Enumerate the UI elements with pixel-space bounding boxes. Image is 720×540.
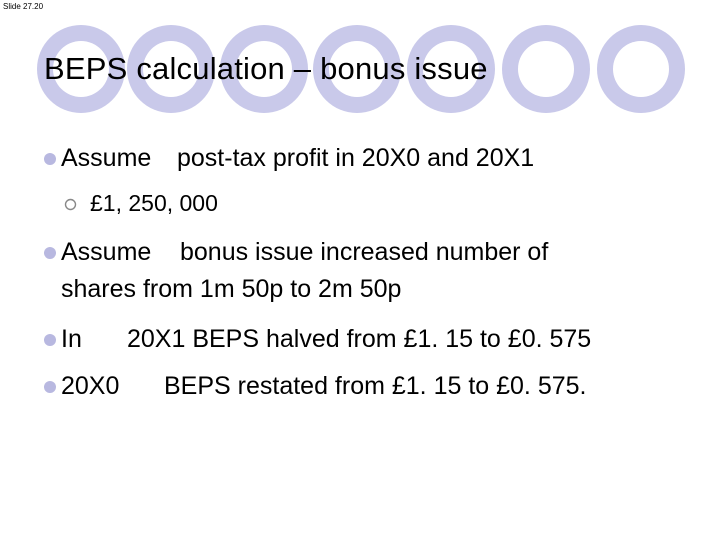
bullet-text: BEPS restated from £1. 15 to £0. 575. <box>164 372 587 400</box>
filled-circle-bullet-icon <box>43 333 57 347</box>
bullet-text: bonus issue increased number of <box>180 238 549 266</box>
bullet-lead-word: Assume <box>61 238 152 266</box>
slide-number: Slide 27.20 <box>3 2 44 11</box>
sub-bullet-text: £1, 250, 000 <box>90 190 218 216</box>
bullet-text: 20X1 BEPS halved from £1. 15 to £0. 575 <box>127 325 592 353</box>
bullet-lead-word: Assume <box>61 144 152 172</box>
hollow-circle-bullet-icon <box>64 198 77 211</box>
bullet-text: post-tax profit in 20X0 and 20X1 <box>177 144 535 172</box>
bullet-continuation: shares from 1m 50p to 2m 50p <box>61 275 402 303</box>
filled-circle-bullet-icon <box>43 152 57 166</box>
filled-circle-bullet-icon <box>43 380 57 394</box>
bullet-lead-word: 20X0 <box>61 372 120 400</box>
filled-circle-bullet-icon <box>43 246 57 260</box>
slide-title: BEPS calculation – bonus issue <box>44 51 488 86</box>
bullet-lead-word: In <box>61 325 82 353</box>
